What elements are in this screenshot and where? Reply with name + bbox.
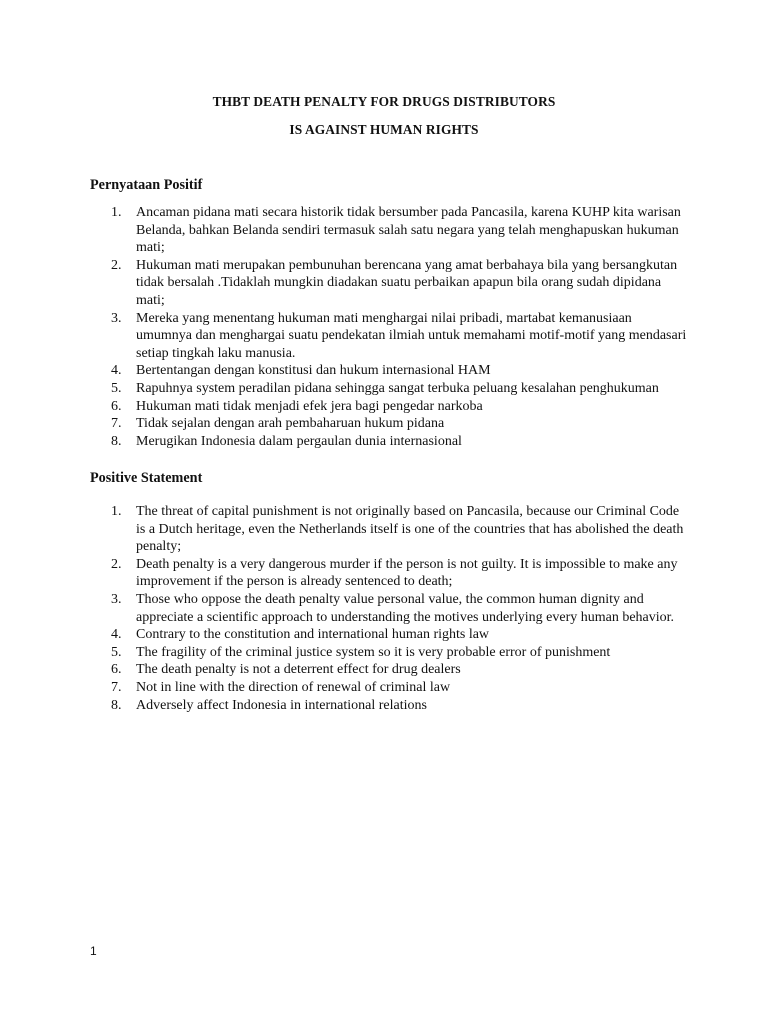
document-title-line-1: THBT DEATH PENALTY FOR DRUGS DISTRIBUTORS: [212, 94, 556, 109]
list-item-number: 6.: [111, 662, 122, 678]
list-item-number: 8.: [111, 433, 122, 449]
list-item-text: Tidak sejalan dengan arah pembaharuan hukum pidana: [136, 416, 445, 432]
list-item-number: 3.: [111, 591, 122, 607]
list-item: [90, 257, 690, 310]
section-heading-positive-statement: Positive Statement: [90, 470, 203, 486]
list-item-text: Mereka yang menentang hukuman mati menghargai nilai pribadi, martabat kemanusiaan umumnya dan menghargai suatu pendekatan ilmiah untuk memahami motif-motif yang mendasari setiap tingkah laku manusia.: [136, 310, 687, 361]
list-item-number: 4.: [111, 627, 122, 643]
list-item-number: 1.: [111, 205, 122, 220]
list-item-text: Adversely affect Indonesia in international relations: [136, 697, 427, 713]
document-title-line-2: IS AGAINST HUMAN RIGHTS: [289, 122, 479, 137]
list-item: [90, 503, 690, 556]
list-item: [90, 697, 690, 715]
list-item-number: 6.: [111, 398, 122, 414]
list-item-text: The death penalty is not a deterrent effect for drug dealers: [136, 662, 461, 678]
numbered-list-english: [90, 503, 690, 714]
list-item-text: Contrary to the constitution and international human rights law: [136, 627, 490, 643]
list-item-number: 8.: [111, 697, 122, 713]
list-item: [90, 556, 690, 591]
list-item-text: The threat of capital punishment is not originally based on Pancasila, because our Criminal Code is a Dutch heritage, even the Netherlands itself is one of the countries that has abolished the death penalty;: [136, 504, 684, 555]
list-item-number: 3.: [111, 310, 122, 326]
list-item: [90, 626, 690, 644]
list-item: [90, 362, 690, 380]
list-item-text: Merugikan Indonesia dalam pergaulan dunia internasional: [136, 433, 462, 449]
list-item-text: Ancaman pidana mati secara historik tidak bersumber pada Pancasila, karena KUHP kita warisan Belanda, bahkan Belanda sendiri termasuk salah satu negara yang telah menghapuskan hukuman mati;: [136, 205, 681, 256]
list-item: [90, 591, 690, 626]
list-item-number: 1.: [111, 504, 122, 519]
list-item-text: Bertentangan dengan konstitusi dan hukum internasional HAM: [136, 363, 491, 379]
list-item-number: 2.: [111, 556, 122, 572]
page-number: 1: [90, 944, 97, 958]
list-item-number: 5.: [111, 644, 122, 660]
list-item: [90, 310, 690, 363]
list-item-number: 7.: [111, 679, 122, 695]
list-item-number: 2.: [111, 257, 122, 273]
list-item-text: Rapuhnya system peradilan pidana sehingga sangat terbuka peluang kesalahan penghukuman: [136, 380, 659, 396]
list-item-text: Death penalty is a very dangerous murder if the person is not guilty. It is impossible to make any improvement if the person is already sentenced to death;: [136, 556, 678, 590]
list-item-text: Hukuman mati merupakan pembunuhan berencana yang amat berbahaya bila yang bersangkutan tidak bersalah .Tidaklah mungkin diadakan suatu perbaikan apapun bila orang sudah dipidana mati;: [136, 257, 678, 308]
numbered-list-indonesian: [90, 204, 690, 450]
list-item: [90, 644, 690, 662]
list-item: [90, 398, 690, 416]
list-item: [90, 679, 690, 697]
list-item-text: Not in line with the direction of renewal of criminal law: [136, 679, 451, 695]
list-item: [90, 661, 690, 679]
list-item-text: Those who oppose the death penalty value personal value, the common human dignity and appreciate a scientific approach to understanding the motives underlying every human behavior.: [136, 591, 675, 625]
list-item-text: The fragility of the criminal justice system so it is very probable error of punishment: [136, 644, 611, 660]
list-item: [90, 433, 690, 451]
list-item-number: 5.: [111, 380, 122, 396]
list-item-number: 4.: [111, 363, 122, 379]
list-item: [90, 380, 690, 398]
list-item-number: 7.: [111, 416, 122, 432]
section-heading-pernyataan-positif: Pernyataan Positif: [90, 177, 203, 193]
list-item: [90, 415, 690, 433]
list-item: [90, 204, 690, 257]
list-item-text: Hukuman mati tidak menjadi efek jera bagi pengedar narkoba: [136, 398, 483, 414]
